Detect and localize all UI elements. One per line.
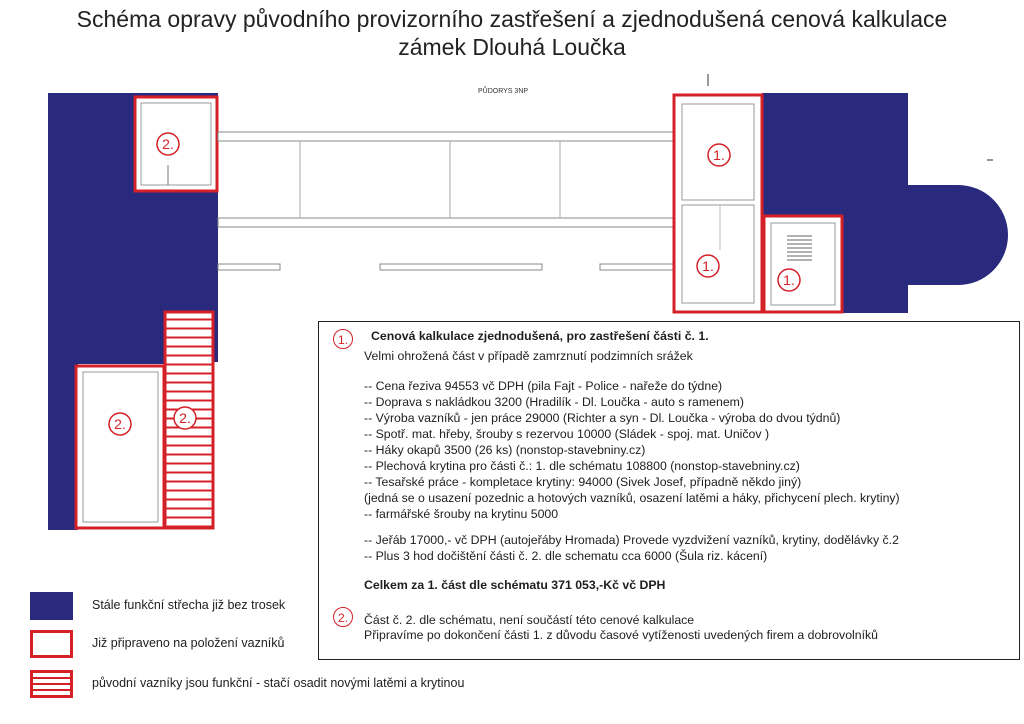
section-badge (157, 133, 179, 155)
svg-text:2.: 2. (114, 416, 126, 432)
stairwell-room (764, 216, 842, 312)
diagram-title-line2: zámek Dlouhá Loučka (398, 34, 626, 60)
calc-item: -- Spotř. mat. hřeby, šrouby s rezervou 10000 (Sládek - spoj. mat. Uničov ) (364, 427, 770, 441)
calc-item: -- Jeřáb 17000,- vč DPH (autojeřáby Hromada) Provede vyzdvižení vazníků, krytiny, dodělávky č.2 (364, 533, 899, 547)
calc-heading: Cenová kalkulace zjednodušená, pro zastřešení části č. 1. (371, 329, 709, 343)
section-badge (697, 255, 719, 277)
section-badge (109, 413, 131, 435)
south-west-room (76, 366, 164, 528)
part2-badge: 2. (333, 607, 353, 627)
svg-text:1.: 1. (783, 272, 795, 288)
svg-text:2.: 2. (162, 136, 174, 152)
part2-line1: Část č. 2. dle schématu, není součástí této cenové kalkulace (364, 613, 695, 627)
calc-item: -- farmářské šrouby na krytinu 5000 (364, 507, 559, 521)
calc-item: -- Tesařské práce - kompletace krytiny: 94000 (Sivek Josef, případně někdo jiný) (364, 475, 802, 489)
legend-swatch-functional-roof (30, 592, 73, 620)
section-badge (778, 269, 800, 291)
svg-text:2.: 2. (179, 410, 191, 426)
legend-swatch-functional-trusses (30, 670, 73, 698)
east-tower-room (674, 95, 762, 312)
svg-text:1.: 1. (713, 147, 725, 163)
calc-item: -- Doprava s nakládkou 3200 (Hradilík - Dl. Loučka - auto s ramenem) (364, 395, 744, 409)
calc-total: Celkem za 1. část dle schématu 371 053,-Kč vč DPH (364, 578, 666, 592)
legend-swatch-ready-for-trusses (30, 630, 73, 658)
floor-plan-label: PŮDORYS 3NP (478, 88, 529, 95)
part2-line2: Připravíme po dokončení části 1. z důvodu časové vytíženosti uvedených firem a dobrovolníků (364, 628, 879, 642)
calc-item: -- Výroba vazníků - jen práce 29000 (Richter a syn - Dl. Loučka - výroba do dvou týdnů) (364, 411, 841, 425)
svg-text:1.: 1. (702, 258, 714, 274)
calc-item: -- Cena řeziva 94553 vč DPH (pila Fajt - Police - nařeže do týdne) (364, 379, 723, 393)
calc-item: -- Háky okapů 3500 (26 ks) (nonstop-stavebniny.cz) (364, 443, 646, 457)
section-badge (708, 144, 730, 166)
legend-label: Již připraveno na položení vazníků (92, 636, 285, 650)
calc-item: -- Plechová krytina pro části č.: 1. dle schématu 108800 (nonstop-stavebniny.cz) (364, 459, 800, 473)
calc-item: (jedná se o usazení pozednic a hotových vazníků, osazení latěmi a háky, přichycení plech. krytiny) (364, 491, 900, 505)
calc-subheading: Velmi ohrožená část v případě zamrznutí podzimních srážek (364, 349, 693, 363)
calc-item: -- Plus 3 hod dočištění části č. 2. dle schematu cca 6000 (Šula riz. kácení) (364, 549, 768, 563)
diagram-title-line1: Schéma opravy původního provizorního zastřešení a zjednodušená cenová kalkulace (76, 6, 948, 32)
legend-label: Stále funkční střecha již bez trosek (92, 598, 286, 612)
legend-label: původní vazníky jsou funkční - stačí osadit novými latěmi a krytinou (92, 676, 465, 690)
section-badge (174, 407, 196, 429)
part1-badge: 1. (333, 329, 353, 349)
price-calculation-box (318, 321, 1020, 660)
